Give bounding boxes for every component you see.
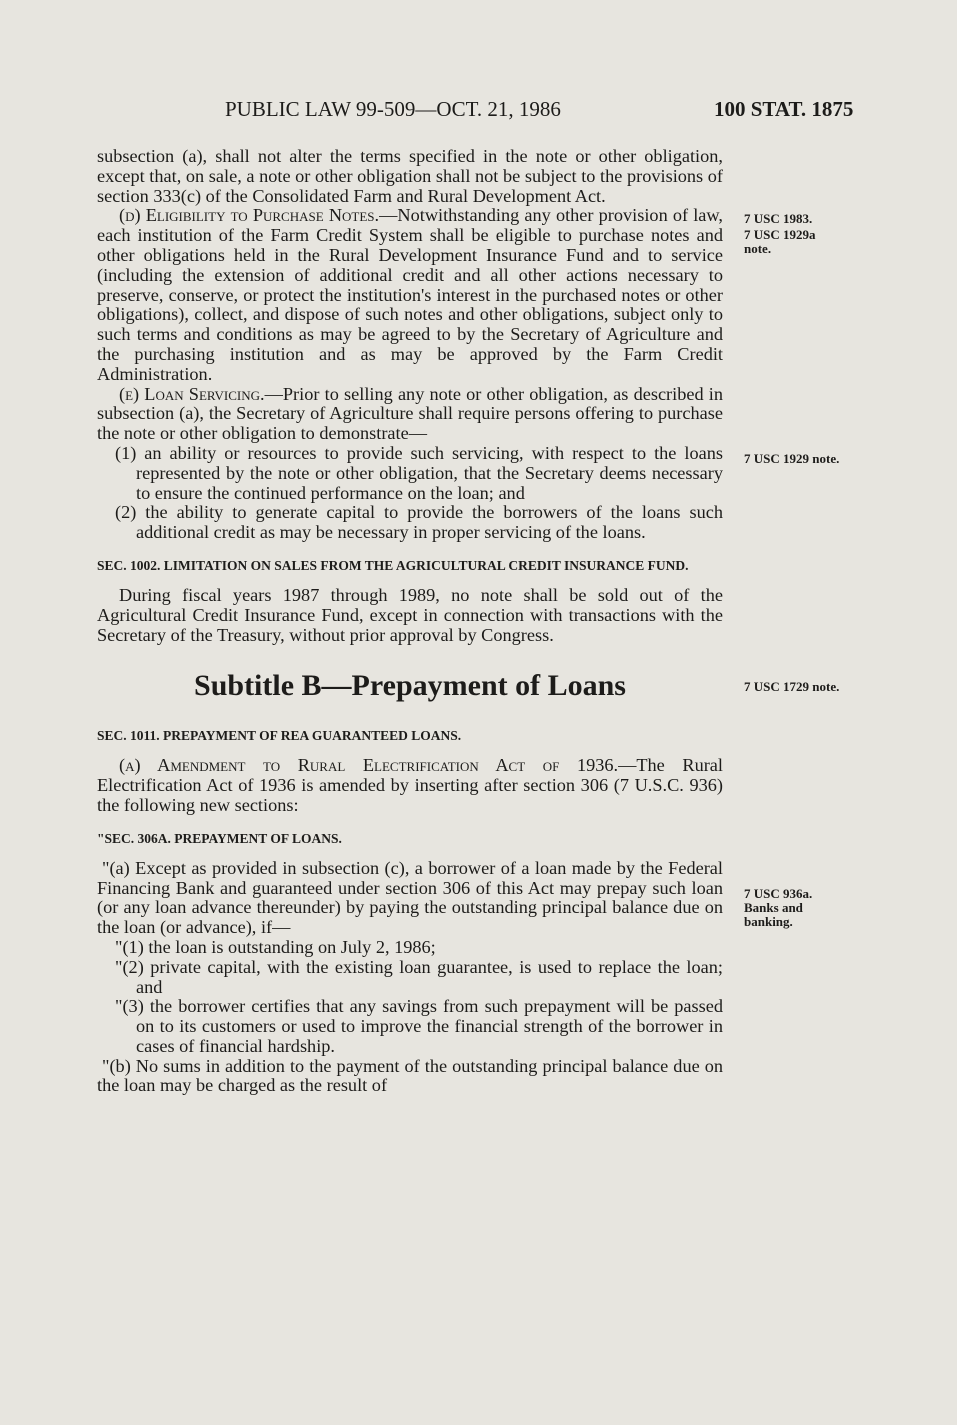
margin-note <box>744 887 884 929</box>
margin-note <box>744 212 884 226</box>
margin-note-line: 7 USC 1929 note. <box>744 451 840 466</box>
margin-note-line: 7 USC 1729 note. <box>744 679 840 694</box>
section-heading-1011: SEC. 1011. PREPAYMENT OF REA GUARANTEED LOANS. <box>97 728 462 744</box>
paragraph-continuation: subsection (a), shall not alter the terms specified in the note or other obligation, except that, on sale, a note or other obligation shall not be subject to the provisions of section 333(c) of the Consolidated Farm and Rural Development Act. <box>97 146 723 206</box>
paragraph-loan-servicing <box>97 385 723 444</box>
margin-note-line: Banks and <box>744 900 803 915</box>
list-item: "(3) the borrower certifies that any savings from such prepayment will be passed on to its customers or used to improve the financial strength of the borrower in cases of financial hardship. <box>115 996 723 1056</box>
paragraph-text: —The Rural Electrification Act of 1936 is amended by inserting after section 306 (7 U.S.C. 936) the following new sections: <box>97 755 723 815</box>
paragraph-sec-1002: During fiscal years 1987 through 1989, no note shall be sold out of the Agricultural Credit Insurance Fund, except in connection with transactions with the Secretary of the Treasury, without prior approval by Congress. <box>97 584 723 645</box>
paragraph-amendment <box>97 756 723 815</box>
margin-note-line: 7 USC 1929a <box>744 227 816 242</box>
page-header <box>0 97 957 127</box>
paragraph-306a-b: "(b) No sums in addition to the payment of the outstanding principal balance due on the loan may be charged as the result of <box>97 1055 723 1096</box>
paragraph-eligibility <box>97 206 723 384</box>
running-head: PUBLIC LAW 99-509—OCT. 21, 1986 <box>225 97 561 121</box>
margin-note-line: banking. <box>744 914 793 929</box>
subtitle-heading: Subtitle B—Prepayment of Loans <box>194 669 626 703</box>
section-heading-306a: "SEC. 306A. PREPAYMENT OF LOANS. <box>97 830 342 846</box>
paragraph-heading: (a) Amendment to Rural Electrification Act of 1936. <box>119 755 619 776</box>
paragraph-text: —Prior to selling any note or other obligation, as described in subsection (a), the Secretary of Agriculture shall require persons offering to purchase the note or other obligation to demonstrate— <box>97 383 724 444</box>
margin-note-line: 7 USC 1983. <box>744 211 813 226</box>
list-item: (2) the ability to generate capital to provide the borrowers of the loans such additional credit as may be necessary in proper servicing of the loans. <box>115 502 723 543</box>
margin-note <box>744 228 884 256</box>
list-item: "(2) private capital, with the existing loan guarantee, is used to replace the loan; and <box>115 956 723 997</box>
paragraph-heading: (e) Loan Servicing. <box>119 383 265 404</box>
margin-note <box>744 452 884 466</box>
paragraph-heading: (d) Eligibility to Purchase Notes. <box>119 205 380 226</box>
section-heading-1002: SEC. 1002. LIMITATION ON SALES FROM THE AGRICULTURAL CREDIT INSURANCE FUND. <box>97 557 689 573</box>
list-item: "(1) the loan is outstanding on July 2, 1986; <box>115 936 436 957</box>
paragraph-306a-a: "(a) Except as provided in subsection (c), a borrower of a loan made by the Federal Financing Bank and guaranteed under section 306 of this Act may prepay such loan (or any loan advance thereunder) by paying the outstanding principal balance due on the loan (or advance), if— <box>97 857 723 938</box>
list-item: (1) an ability or resources to provide such servicing, with respect to the loans represented by the note or other obligation, that the Secretary deems necessary to ensure the continued performance on the loan; and <box>115 442 723 503</box>
margin-note-line: 7 USC 936a. <box>744 886 813 901</box>
margin-note-line: note. <box>744 241 772 256</box>
main-text <box>97 147 723 1096</box>
paragraph-text: —Notwithstanding any other provision of law, each institution of the Farm Credit System shall be eligible to purchase notes and other obligations held in the Rural Development Insurance Fund and to service (including the extension of additional credit and all other actions necessary to preserve, conserve, or protect the institution's interest in the purchased notes or other obligations), collect, and dispose of such notes and other obligations, subject only to such terms and conditions as may be agreed to by the Secretary of Agriculture and the purchasing institution and as may be approved by the Farm Credit Administration. <box>97 205 723 384</box>
statute-citation: 100 STAT. 1875 <box>714 97 854 121</box>
margin-note <box>744 680 884 694</box>
